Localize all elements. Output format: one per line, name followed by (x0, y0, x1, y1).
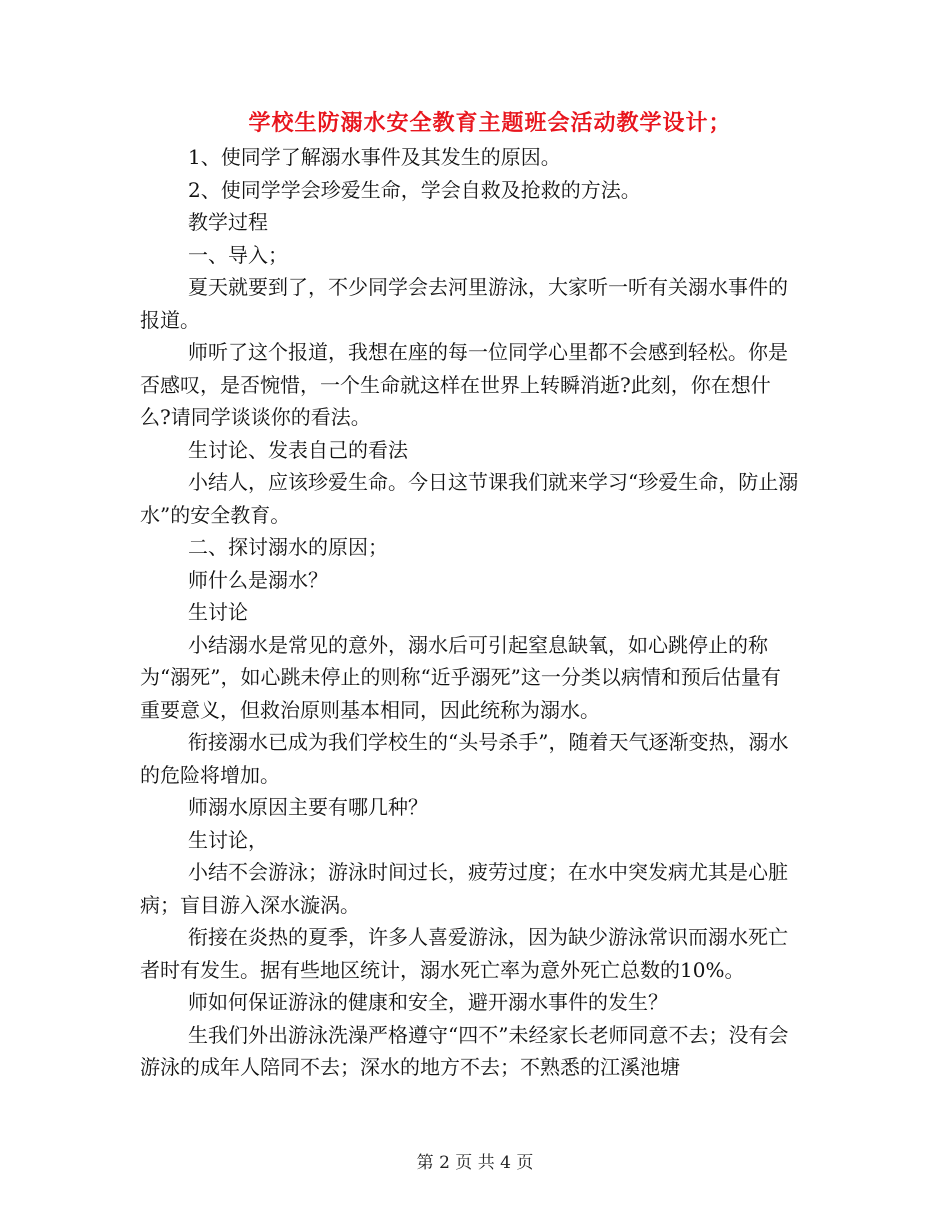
paragraph: 师听了这个报道，我想在座的每一位同学心里都不会感到轻松。你是否感叹，是否惋惜，一个生命就这样在世界上转瞬消逝?此刻，你在想什么?请同学谈谈你的看法。 (140, 340, 788, 429)
paragraph: 衔接在炎热的夏季，许多人喜爱游泳，因为缺少游泳常识而溺水死亡者时有发生。据有些地区统计，溺水死亡率为意外死亡总数的10%。 (140, 925, 788, 982)
paragraph: 师什么是溺水？ (188, 567, 328, 592)
paragraph: 生讨论 (188, 600, 248, 624)
document-body (140, 141, 800, 1084)
paragraph: 小结人，应该珍爱生命。今日这节课我们就来学习“珍爱生命，防止溺水”的安全教育。 (140, 470, 799, 527)
page-number-footer: 第 2 页 共 4 页 (416, 1153, 534, 1173)
paragraph: 师溺水原因主要有哪几种？ (188, 795, 428, 819)
paragraph: 小结溺水是常见的意外，溺水后可引起窒息缺氧，如心跳停止的称为“溺死”，如心跳未停止的则称“近乎溺死”这一分类以病情和预后估量有重要意义，但救治原则基本相同，因此统称为溺水。 (140, 632, 781, 722)
paragraph: 生讨论、发表自己的看法 (188, 437, 408, 462)
paragraph: 夏天就要到了，不少同学会去河里游泳，大家听一听有关溺水事件的报道。 (140, 275, 788, 332)
paragraph: 一、导入； (188, 242, 288, 267)
paragraph: 1、使同学了解溺水事件及其发生的原因。 (188, 145, 561, 169)
paragraph: 二、探讨溺水的原因； (188, 535, 388, 559)
paragraph: 生我们外出游泳洗澡严格遵守“四不”未经家长老师同意不去；没有会游泳的成年人陪同不去；深水的地方不去；不熟悉的江溪池塘 (140, 1022, 789, 1079)
paragraph: 衔接溺水已成为我们学校生的“头号杀手”，随着天气逐渐变热，溺水的危险将增加。 (140, 730, 789, 787)
paragraph: 2、使同学学会珍爱生命，学会自救及抢救的方法。 (188, 177, 641, 202)
paragraph: 教学过程 (188, 210, 268, 234)
paragraph: 小结不会游泳；游泳时间过长，疲劳过度；在水中突发病尤其是心脏病；盲目游入深水漩涡。 (140, 860, 788, 917)
paragraph: 师如何保证游泳的健康和安全，避开溺水事件的发生？ (188, 990, 668, 1014)
document-title: 学校生防溺水安全教育主题班会活动教学设计； (248, 111, 732, 136)
paragraph: 生讨论， (188, 827, 268, 852)
